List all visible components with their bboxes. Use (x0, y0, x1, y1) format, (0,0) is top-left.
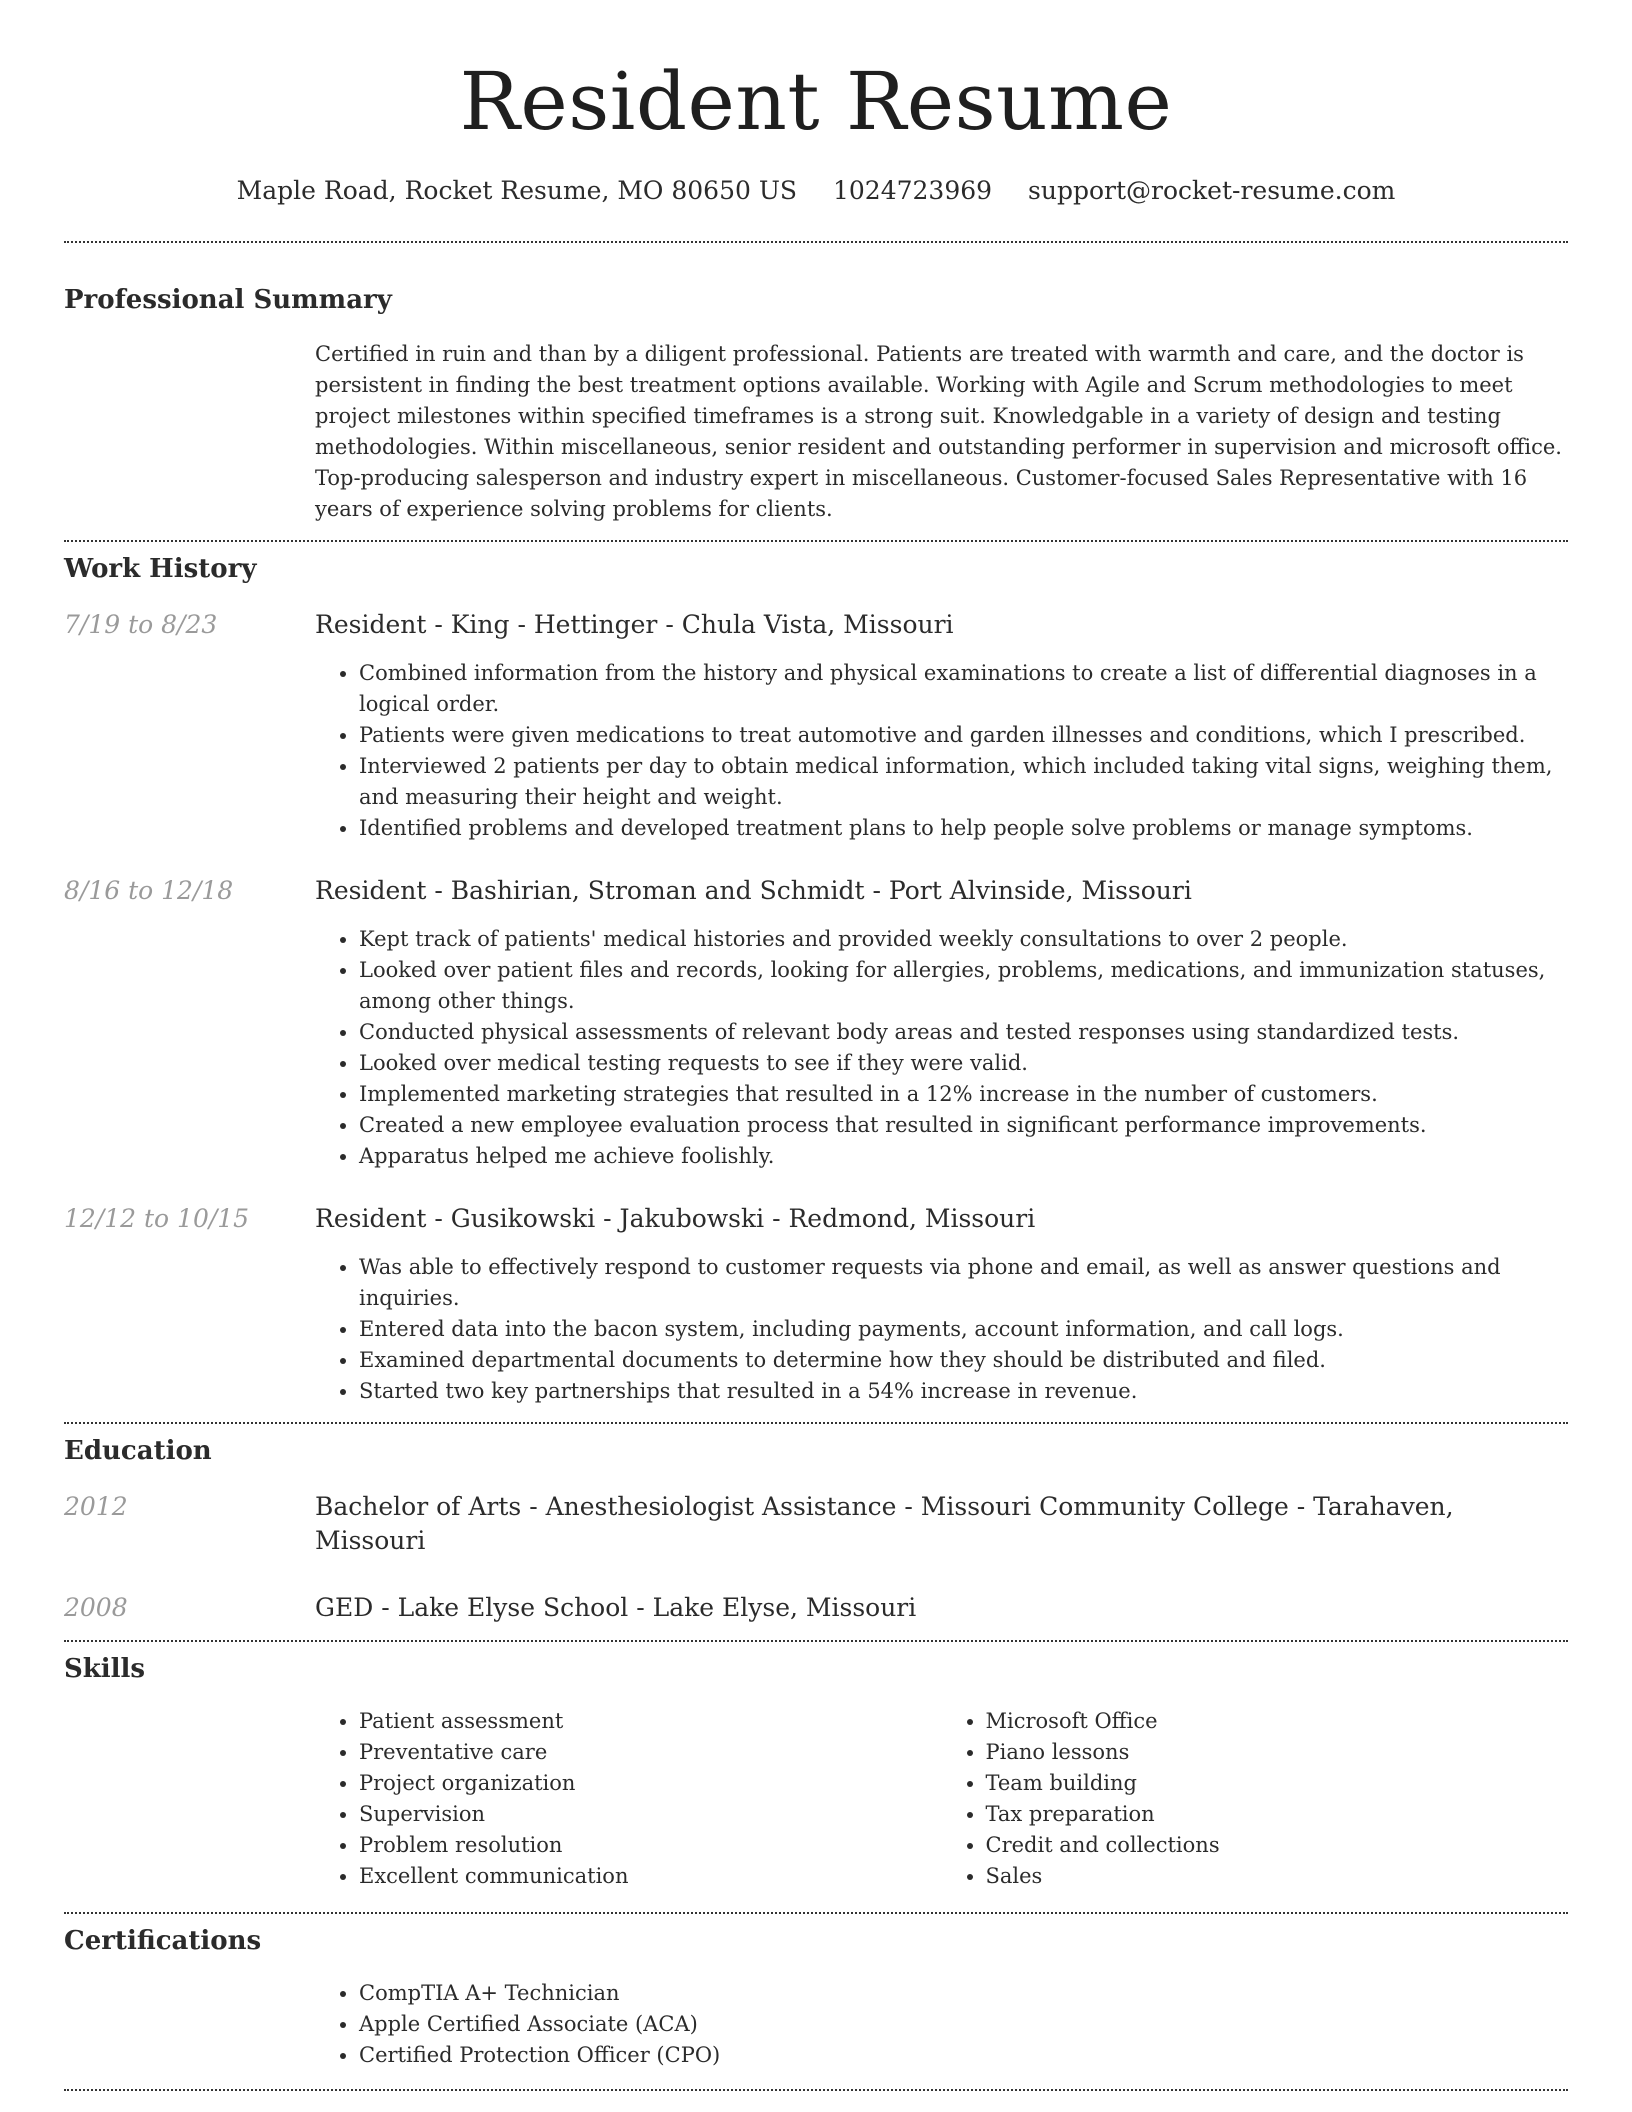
certifications-list (315, 1978, 1568, 2071)
divider (64, 1640, 1568, 1642)
list-item: • Started two key partnerships that resulted in a 54% increase in revenue. (359, 1376, 1568, 1407)
job-bullets (315, 658, 1568, 844)
contact-email: support@rocket-resume.com (1028, 176, 1396, 205)
contact-phone: 1024723969 (833, 176, 993, 205)
skills-spacer (64, 1706, 315, 1892)
divider (64, 1912, 1568, 1914)
certification-item: • Certified Protection Officer (CPO) (359, 2040, 1568, 2071)
list-item: • Examined departmental documents to determine how they should be distributed and filed. (359, 1345, 1568, 1376)
divider (64, 540, 1568, 542)
job-title: Resident - Bashirian, Stroman and Schmidt - Port Alvinside, Missouri (315, 876, 1192, 905)
work-history-section (64, 552, 1568, 1407)
summary-heading: Professional Summary (64, 285, 392, 315)
divider (64, 241, 1568, 243)
skills-list-left (315, 1706, 942, 1892)
skill-item: • Team building (986, 1768, 1569, 1799)
education-entry (64, 1591, 1568, 1625)
skill-item: • Project organization (359, 1768, 942, 1799)
job-entry (64, 1202, 1568, 1407)
job-title: Resident - King - Hettinger - Chula Vista, Missouri (315, 610, 954, 639)
skill-item: • Patient assessment (359, 1706, 942, 1737)
job-dates: 12/12 to 10/15 (64, 1204, 250, 1233)
list-item: • Created a new employee evaluation process that resulted in significant performance improvements. (359, 1110, 1568, 1141)
skill-item: • Supervision (359, 1799, 942, 1830)
list-item: • Identified problems and developed treatment plans to help people solve problems or manage symptoms. (359, 813, 1568, 844)
list-item: • Apparatus helped me achieve foolishly. (359, 1141, 1568, 1172)
skill-item: • Preventative care (359, 1737, 942, 1768)
skill-item: • Sales (986, 1861, 1569, 1892)
job-bullets (315, 924, 1568, 1172)
education-section (64, 1434, 1568, 1625)
contact-line (64, 174, 1568, 208)
contact-address: Maple Road, Rocket Resume, MO 80650 US (236, 176, 798, 205)
job-title: Resident - Gusikowski - Jakubowski - Redmond, Missouri (315, 1204, 1036, 1233)
list-item: • Conducted physical assessments of relevant body areas and tested responses using standardized tests. (359, 1017, 1568, 1048)
list-item: • Interviewed 2 patients per day to obtain medical information, which included taking vital signs, weighing them, and measuring their height and weight. (359, 751, 1568, 813)
list-item: • Combined information from the history and physical examinations to create a list of differential diagnoses in a logical order. (359, 658, 1568, 720)
education-entry (64, 1490, 1568, 1558)
education-detail: Bachelor of Arts - Anesthesiologist Assistance - Missouri Community College - Tarahaven, Missouri (315, 1492, 1454, 1555)
job-dates: 7/19 to 8/23 (64, 610, 218, 639)
list-item: • Patients were given medications to treat automotive and garden illnesses and conditions, which I prescribed. (359, 720, 1568, 751)
list-item: • Looked over medical testing requests to see if they were valid. (359, 1048, 1568, 1079)
job-entry (64, 608, 1568, 844)
skill-item: • Tax preparation (986, 1799, 1569, 1830)
skill-item: • Excellent communication (359, 1861, 942, 1892)
job-entry (64, 874, 1568, 1172)
skills-list-right (942, 1706, 1569, 1892)
certification-item: • CompTIA A+ Technician (359, 1978, 1568, 2009)
list-item: • Was able to effectively respond to customer requests via phone and email, as well as answer questions and inquiries. (359, 1252, 1568, 1314)
divider (64, 1422, 1568, 1424)
skills-grid (315, 1706, 1568, 1892)
list-item: • Implemented marketing strategies that resulted in a 12% increase in the number of customers. (359, 1079, 1568, 1110)
certifications-spacer (64, 1978, 315, 2071)
skill-item: • Credit and collections (986, 1830, 1569, 1861)
work-history-heading: Work History (64, 554, 257, 584)
education-year: 2008 (64, 1593, 128, 1622)
skill-item: • Piano lessons (986, 1737, 1569, 1768)
skills-section (64, 1652, 1568, 1892)
certifications-section (64, 1924, 1568, 2071)
summary-text: Certified in ruin and than by a diligent professional. Patients are treated with warmth and care, and the doctor is persistent in finding the best treatment options available. Working with Agile and Scrum methodologies to meet project milestones within specified timeframes is a strong suit. Knowledgable in a variety of design and testing methodologies. Within miscellaneous, senior resident and outstanding performer in supervision and microsoft office. Top-producing salesperson and industry expert in miscellaneous. Customer-focused Sales Representative with 16 years of experience solving problems for clients. (315, 342, 1562, 521)
education-detail: GED - Lake Elyse School - Lake Elyse, Missouri (315, 1593, 917, 1622)
certification-item: • Apple Certified Associate (ACA) (359, 2009, 1568, 2040)
resume-name: Resident Resume (459, 55, 1173, 148)
list-item: • Looked over patient files and records, looking for allergies, problems, medications, and immunization statuses, among other things. (359, 955, 1568, 1017)
list-item: • Kept track of patients' medical histories and provided weekly consultations to over 2 people. (359, 924, 1568, 955)
education-heading: Education (64, 1436, 212, 1466)
certifications-heading: Certifications (64, 1926, 262, 1956)
job-dates: 8/16 to 12/18 (64, 876, 234, 905)
divider (64, 2089, 1568, 2091)
summary-spacer (64, 339, 315, 525)
summary-section (64, 283, 1568, 525)
skills-heading: Skills (64, 1654, 146, 1684)
skill-item: • Problem resolution (359, 1830, 942, 1861)
job-bullets (315, 1252, 1568, 1407)
skill-item: • Microsoft Office (986, 1706, 1569, 1737)
education-year: 2012 (64, 1492, 128, 1521)
list-item: • Entered data into the bacon system, including payments, account information, and call logs. (359, 1314, 1568, 1345)
